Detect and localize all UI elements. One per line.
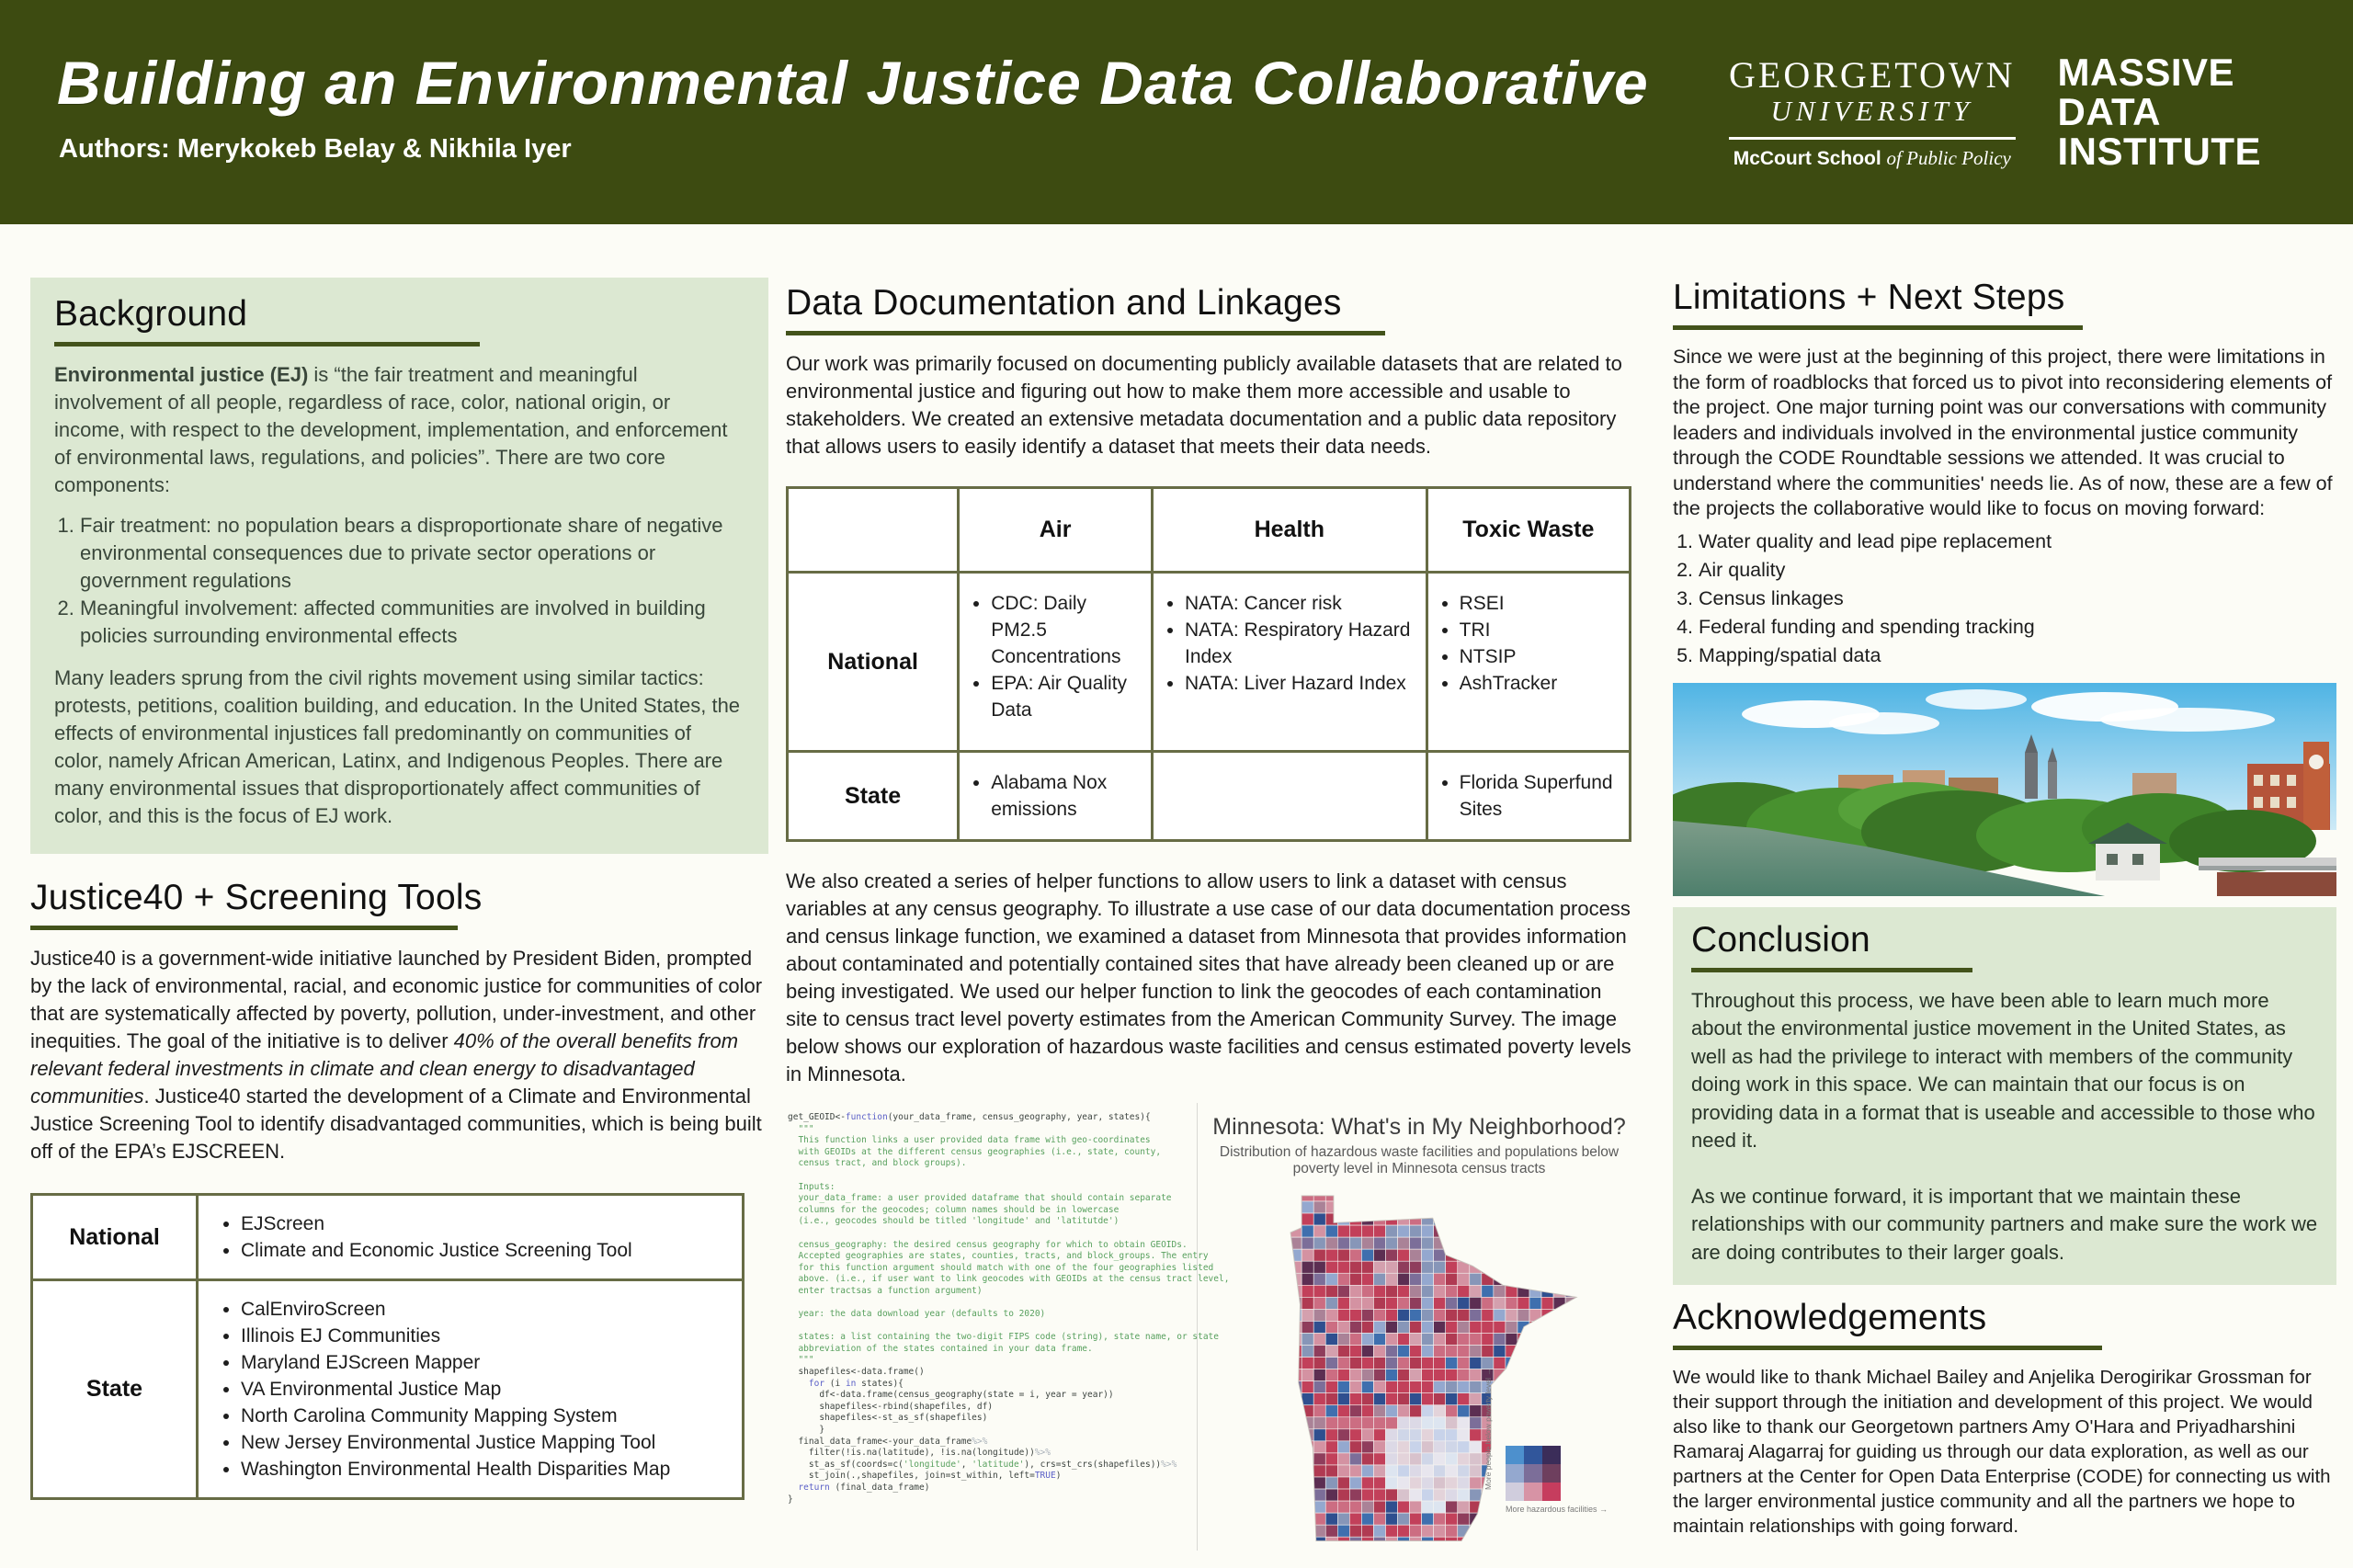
authors-line: Authors: Merykokeb Belay & Nikhila Iyer bbox=[59, 134, 572, 164]
conclusion-underline bbox=[1691, 968, 1972, 972]
column-header-air: Air bbox=[959, 488, 1153, 573]
list-item: • Washington Environmental Health Disparities Map bbox=[241, 1456, 733, 1483]
list-item: • TRI bbox=[1460, 617, 1621, 643]
code-line: shapefiles<-data.frame() bbox=[788, 1367, 925, 1378]
code-line: enter tractsas a function argument) bbox=[788, 1285, 983, 1296]
list-item: • NATA: Respiratory Hazard Index bbox=[1185, 617, 1418, 670]
code-line: census_geography: the desired census geography for which to obtain GEOIDs. bbox=[788, 1239, 1188, 1250]
mdi-line1: MASSIVE bbox=[2057, 51, 2235, 94]
legend-color-cell bbox=[1524, 1483, 1542, 1501]
table-row bbox=[32, 1280, 744, 1499]
list-item: • RSEI bbox=[1460, 590, 1621, 617]
list-item: • NTSIP bbox=[1460, 643, 1621, 670]
code-screenshot bbox=[786, 1103, 1230, 1551]
code-line: columns for the geocodes; column names should be in lowercase bbox=[788, 1204, 1120, 1215]
code-line: abbreviation of the states contained in your data frame. bbox=[788, 1343, 1093, 1354]
list-item: • AshTracker bbox=[1460, 670, 1621, 697]
conclusion-paragraph-2: As we continue forward, it is important that we maintain these relationships with our community partners and make sure the work we are doing contributes to their larger goals. bbox=[1691, 1184, 2318, 1264]
list-item: 4. Federal funding and spending tracking bbox=[1699, 613, 2336, 642]
screening-tools-table bbox=[30, 1193, 745, 1500]
massive-data-institute-logo bbox=[2058, 53, 2262, 171]
national-health-cell bbox=[1152, 573, 1427, 752]
state-tools-cell bbox=[198, 1280, 744, 1499]
legend-color-cell bbox=[1542, 1446, 1561, 1464]
legend-color-cell bbox=[1542, 1483, 1561, 1501]
list-item: • Florida Superfund Sites bbox=[1460, 769, 1621, 823]
list-item: • EJScreen bbox=[241, 1210, 733, 1237]
code-line: } bbox=[788, 1425, 825, 1436]
justice40-text-pre: Justice40 is a government-wide initiative launched by President Biden, prompted by the lack of environmental, racial, and economic justice for communities of color that are systematically affected by poverty, pollution, under-investment, and other inequities. The goal of the initiative is to deliver bbox=[30, 947, 763, 1052]
empty-header-cell bbox=[788, 488, 959, 573]
background-heading: Background bbox=[54, 294, 248, 334]
state-air-cell bbox=[959, 752, 1153, 841]
national-tools-cell bbox=[198, 1195, 744, 1280]
map-title: Minnesota: What's in My Neighborhood? bbox=[1212, 1114, 1626, 1140]
legend-color-cell bbox=[1506, 1446, 1524, 1464]
map-subtitle: Distribution of hazardous waste facilities and populations below poverty level in Minnesota census tracts bbox=[1219, 1144, 1620, 1176]
background-paragraph-1 bbox=[54, 361, 745, 499]
list-item: • North Carolina Community Mapping System bbox=[241, 1403, 733, 1429]
data-documentation-heading: Data Documentation and Linkages bbox=[786, 283, 1342, 323]
row-label-state: State bbox=[788, 752, 959, 841]
legend-x-label: More hazardous facilities → bbox=[1505, 1505, 1608, 1514]
conclusion-paragraph-1: Throughout this process, we have been able to learn much more about the environmental justice movement in the United States, as well as had the privilege to interact with members of the community doing work in this space. We can maintain that our focus is on providing data in a format that is useable and accessible to those who need it. bbox=[1691, 988, 2315, 1152]
row-label-state: State bbox=[32, 1280, 198, 1499]
list-item: 2. Meaningful involvement: affected communities are involved in building policies surrounding environmental effects bbox=[80, 595, 745, 650]
header-banner bbox=[0, 0, 2353, 224]
data-documentation-paragraph-1: Our work was primarily focused on documenting publicly available datasets that are related to environmental justice and figuring out how to make them more accessible and usable to stakeholders. We created an extensive metadata documentation and a public data repository that allows users to easily identify a dataset that meets their data needs. bbox=[786, 352, 1622, 458]
code-line: final_data_frame<-your_data_frame%>% bbox=[788, 1436, 988, 1447]
acknowledgements-underline bbox=[1673, 1346, 2102, 1350]
paragraph-spacer bbox=[1691, 1155, 2318, 1183]
list-item: • CDC: Daily PM2.5 Concentrations bbox=[991, 590, 1143, 670]
minnesota-map-figure bbox=[1203, 1103, 1635, 1551]
code-line bbox=[788, 1170, 1191, 1182]
national-toxic-cell bbox=[1427, 573, 1630, 752]
table-row bbox=[32, 1195, 744, 1280]
figures-row bbox=[786, 1103, 1633, 1551]
legend-color-cell bbox=[1506, 1483, 1524, 1501]
legend-color-cell bbox=[1542, 1464, 1561, 1483]
code-line: """ bbox=[788, 1355, 814, 1366]
code-line: """ bbox=[788, 1123, 814, 1134]
code-line: filter(!is.na(latitude), !is.na(longitude))%>% bbox=[788, 1448, 1051, 1459]
national-health-list bbox=[1155, 590, 1418, 697]
list-item: • NATA: Cancer risk bbox=[1185, 590, 1418, 617]
justice40-section bbox=[30, 878, 768, 1500]
legend-color-cell bbox=[1524, 1464, 1542, 1483]
column-header-health: Health bbox=[1152, 488, 1427, 573]
national-air-list bbox=[961, 590, 1143, 723]
mccourt-italic: of Public Policy bbox=[1886, 147, 2011, 169]
justice40-text-post: . Justice40 started the development of a Climate and Environmental Justice Screening Tool to identify disadvantaged communities, which is being built off of the EPA’s EJSCREEN. bbox=[30, 1085, 762, 1163]
legend-color-cell bbox=[1506, 1464, 1524, 1483]
background-paragraph-2: Many leaders sprung from the civil rights movement using similar tactics: protests, petitions, coalition building, and education. In the United States, the effects of environmental injustices fall predominantly on communities of color, namely African American, Latinx, and Indigenous Peoples. There are many environmental issues that disproportionately affect communities of color, and this is the focus of EJ work. bbox=[54, 666, 741, 827]
table-header-row bbox=[788, 488, 1631, 573]
column-header-toxic-waste: Toxic Waste bbox=[1427, 488, 1630, 573]
list-item: • Maryland EJScreen Mapper bbox=[241, 1349, 733, 1376]
code-line: } bbox=[788, 1494, 793, 1505]
national-toxic-list bbox=[1430, 590, 1621, 697]
acknowledgements-paragraph: We would like to thank Michael Bailey and Anjelika Derogirikar Grossman for their support through the initiation and development of this project. We would also like to thank our Georgetown partners Amy O'Hara and Priyadharshini Ramaraj Alagarraj for guiding us through our data exploration, as well as our partners at the Center for Open Data Enterprise (CODE) for connecting us with the larger environmental justice community and all the partners we hope to maintain relationships with going forward. bbox=[1673, 1367, 2331, 1537]
row-label-national: National bbox=[788, 573, 959, 752]
list-item: 5. Mapping/spatial data bbox=[1699, 642, 2336, 670]
code-line: st_as_sf(coords=c('longitude', 'latitude'), crs=st_crs(shapefiles))%>% bbox=[788, 1459, 1177, 1470]
background-paragraph-1-text: is “the fair treatment and meaningful involvement of all people, regardless of race, color, national origin, or income, with respect to the development, implementation, and enforcement of environmental laws, regulations, and policies”. There are two core components: bbox=[54, 363, 728, 496]
mdi-line3: INSTITUTE bbox=[2057, 129, 2261, 173]
list-item: 3. Census linkages bbox=[1699, 585, 2336, 613]
list-item: • Climate and Economic Justice Screening Tool bbox=[241, 1237, 733, 1264]
table-row bbox=[788, 752, 1631, 841]
code-line: census tract, and block groups). bbox=[788, 1158, 967, 1169]
mccourt-school-label bbox=[1729, 147, 2015, 170]
logo-divider-line bbox=[1729, 137, 2015, 140]
justice40-heading: Justice40 + Screening Tools bbox=[30, 878, 483, 917]
limitations-underline bbox=[1673, 325, 2083, 330]
acknowledgements-section bbox=[1673, 1298, 2336, 1539]
code-line: above. (i.e., if user want to link geocodes with GEOIDs at the census tract level, bbox=[788, 1274, 1230, 1285]
code-line: states: a list containing the two-digit FIPS code (string), state name, or state bbox=[788, 1332, 1219, 1343]
code-line: for (i in states){ bbox=[808, 1378, 904, 1389]
code-line: (i.e., geocodes should be titled 'longitude' and 'latitutde') bbox=[788, 1216, 1120, 1227]
limitations-paragraph: Since we were just at the beginning of this project, there were limitations in the form of roadblocks that forced us to pivot into reconsidering elements of the project. One major turning point was our conversations with community leaders and individuals involved in the environmental justice community through the CODE Roundtable sessions we attended. It was crucial to understand where the communities' needs lie. As of now, these are a few of the projects the collaborative would like to focus on moving forward: bbox=[1673, 346, 2333, 519]
georgetown-waterfront-photo bbox=[1673, 683, 2336, 896]
university-wordmark: UNIVERSITY bbox=[1770, 95, 1974, 127]
code-line: df<-data.frame(census_geography(state = i, year = year)) bbox=[788, 1390, 1114, 1401]
code-line bbox=[788, 1298, 1191, 1310]
georgetown-logo bbox=[1729, 53, 2015, 170]
mdi-line2: DATA bbox=[2057, 89, 2161, 133]
code-line bbox=[788, 1228, 1191, 1240]
background-numbered-list bbox=[54, 512, 745, 650]
code-line bbox=[788, 1321, 1191, 1333]
data-documentation-paragraph-2: We also created a series of helper functions to allow users to link a dataset with census variables at any census geography. To illustrate a use case of our data documentation process and census linkage function, we examined a dataset from Minnesota that provides information about contaminated and potentially contained sites that have already been cleaned up or are being investigated. We used our helper function to link the geocodes of each contamination site to census tract level poverty estimates from the American Community Survey. The image below shows our exploration of hazardous waste facilities and census estimated poverty levels in Minnesota. bbox=[786, 869, 1631, 1085]
state-toxic-cell bbox=[1427, 752, 1630, 841]
legend-color-grid bbox=[1506, 1446, 1608, 1501]
list-item: 2. Air quality bbox=[1699, 556, 2336, 585]
justice40-text-italic: 40% of the overall benefits from relevant federal investments in climate and clean energy to disadvantaged communities bbox=[30, 1029, 739, 1108]
national-tools-list bbox=[208, 1210, 733, 1264]
state-toxic-list bbox=[1430, 769, 1621, 823]
code-line: your_data_frame: a user provided dataframe that should contain separate bbox=[788, 1193, 1172, 1204]
code-line: with GEOIDs at the different census geographies (i.e., state, county, bbox=[788, 1146, 1162, 1157]
code-line: for this function argument should match with one of the four geographies listed bbox=[788, 1262, 1214, 1273]
mccourt-bold: McCourt School bbox=[1733, 148, 1887, 169]
datasets-table bbox=[786, 486, 1631, 842]
code-line: shapefiles<-rbind(shapefiles, df) bbox=[788, 1401, 994, 1412]
list-item: • CalEnviroScreen bbox=[241, 1296, 733, 1323]
code-line: This function links a user provided data frame with geo-coordinates bbox=[788, 1135, 1151, 1146]
code-line: get_GEOID<-function(your_data_frame, census_geography, year, states){ bbox=[788, 1112, 1151, 1122]
national-air-cell bbox=[959, 573, 1153, 752]
list-item: 1. Water quality and lead pipe replacement bbox=[1699, 528, 2336, 556]
next-steps-list bbox=[1673, 528, 2336, 670]
background-section bbox=[30, 278, 768, 854]
poster-title: Building an Environmental Justice Data Collaborative bbox=[57, 49, 1649, 117]
list-item: • NATA: Liver Hazard Index bbox=[1185, 670, 1418, 697]
code-line: Inputs: bbox=[788, 1181, 835, 1192]
code-line: st_join(.,shapefiles, join=st_within, left=TRUE) bbox=[788, 1471, 1062, 1482]
list-item: • New Jersey Environmental Justice Mapping Tool bbox=[241, 1429, 733, 1456]
left-column bbox=[30, 278, 768, 1500]
list-item: • Alabama Nox emissions bbox=[991, 769, 1143, 823]
code-line: year: the data download year (defaults to 2020) bbox=[788, 1309, 1046, 1320]
code-line: shapefiles<-st_as_sf(shapefiles) bbox=[788, 1413, 988, 1424]
limitations-heading: Limitations + Next Steps bbox=[1673, 278, 2065, 317]
justice40-underline bbox=[30, 926, 458, 930]
middle-column bbox=[786, 283, 1633, 1551]
legend-y-label: More people below poverty level → bbox=[1483, 1368, 1493, 1490]
georgetown-wordmark: GEORGETOWN bbox=[1729, 54, 2016, 96]
logo-group bbox=[1729, 53, 2261, 171]
list-item: 1. Fair treatment: no population bears a disproportionate share of negative environmental consequences due to private sector operations or government regulations bbox=[80, 512, 745, 595]
background-underline bbox=[54, 342, 480, 347]
data-documentation-underline bbox=[786, 331, 1385, 335]
ej-bold-term: Environmental justice (EJ) bbox=[54, 363, 309, 386]
state-tools-list bbox=[208, 1296, 733, 1483]
justice40-paragraph bbox=[30, 945, 768, 1165]
code-line: return (final_data_frame) bbox=[798, 1483, 930, 1493]
state-health-cell bbox=[1152, 752, 1427, 841]
legend-color-cell bbox=[1524, 1446, 1542, 1464]
code-line: Accepted geographies are states, counties, tracts, and block_groups. The entry bbox=[788, 1251, 1209, 1262]
bivariate-legend bbox=[1483, 1368, 1608, 1514]
table-row bbox=[788, 573, 1631, 752]
conclusion-section bbox=[1673, 907, 2336, 1286]
right-column bbox=[1673, 278, 2336, 1539]
conclusion-heading: Conclusion bbox=[1691, 919, 1870, 960]
list-item: • VA Environmental Justice Map bbox=[241, 1376, 733, 1403]
list-item: • EPA: Air Quality Data bbox=[991, 670, 1143, 723]
list-item: • Illinois EJ Communities bbox=[241, 1323, 733, 1349]
state-air-list bbox=[961, 769, 1143, 823]
acknowledgements-heading: Acknowledgements bbox=[1673, 1298, 1987, 1337]
row-label-national: National bbox=[32, 1195, 198, 1280]
